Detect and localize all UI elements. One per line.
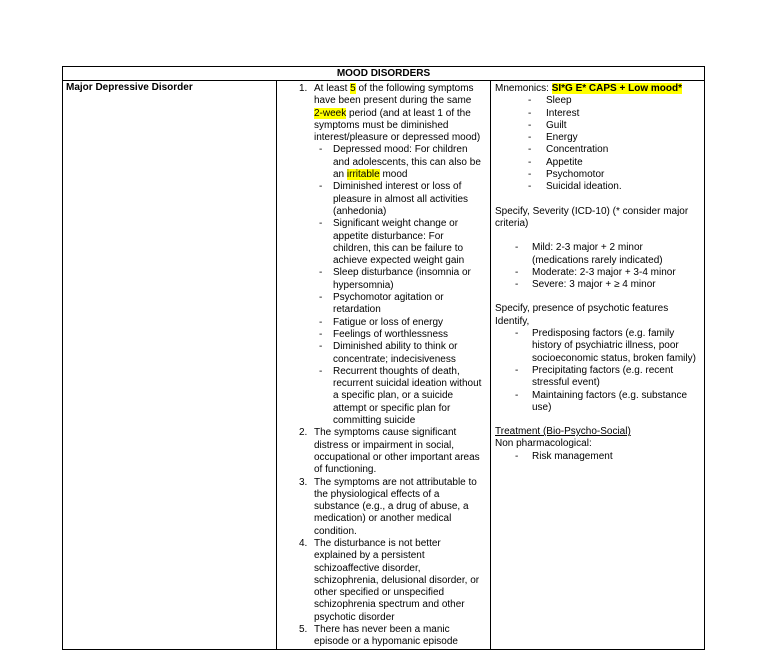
nonpharm-list (495, 451, 700, 463)
mnemonic-item-text: Suicidal ideation. (546, 181, 622, 193)
bullet-dash: - (319, 316, 323, 328)
severity-item (495, 267, 700, 279)
symptom-item (277, 218, 482, 267)
highlight-period: 2-week (314, 107, 347, 119)
symptom-highlight: irritable (346, 169, 380, 181)
bullet-dash: - (515, 364, 519, 376)
criterion-number: 1. (299, 83, 308, 94)
psychotic-heading: Specify, presence of psychotic features (495, 303, 669, 315)
mnemonic-item-text: Appetite (546, 156, 583, 168)
mnemonic-item-text: Guilt (546, 119, 567, 131)
severity-item (495, 242, 700, 267)
nonpharm-label: Non pharmacological: (495, 438, 592, 450)
mnemonic-line (495, 83, 700, 95)
mnemonic-item (495, 132, 700, 144)
bullet-dash: - (528, 144, 532, 156)
symptom-item (277, 292, 482, 317)
bullet-dash: - (515, 279, 519, 291)
symptom-text: Psychomotor agitation or retardation (333, 292, 444, 316)
mnemonic-item-text: Concentration (546, 144, 609, 156)
identify-item-text: Maintaining factors (e.g. substance use) (532, 389, 688, 413)
bullet-dash: - (528, 169, 532, 181)
spacer (495, 291, 700, 303)
highlight-count: 5 (350, 83, 356, 94)
bullet-dash: - (515, 328, 519, 340)
severity-list (495, 242, 700, 291)
mnemonic-item-text: Sleep (546, 95, 572, 107)
severity-item-text: Severe: 3 major + ≥ 4 minor (532, 279, 656, 291)
mnemonic-item (495, 181, 700, 193)
severity-heading: Specify, Severity (ICD-10) (* consider major criteria) (495, 205, 689, 229)
criteria-list (277, 81, 490, 649)
symptom-text: Sleep disturbance (insomnia or hypersomnia) (333, 267, 471, 291)
identify-item (495, 328, 700, 365)
mnemonic-list (495, 95, 700, 193)
criterion-text: The disturbance is not better explained by a persistent schizoaffective disorder, schizophrenia, delusional disorder, or other specified or unspecified schizophrenia spectrum and other psychotic disorder (314, 537, 480, 623)
identify-item (495, 390, 700, 415)
symptom-text: mood (379, 169, 408, 181)
spacer (495, 414, 700, 426)
bullet-dash: - (528, 132, 532, 144)
bullet-dash: - (319, 341, 323, 353)
bullet-dash: - (319, 181, 323, 193)
symptom-item (277, 329, 482, 341)
mnemonic-item (495, 169, 700, 181)
criterion-number: 3. (299, 476, 308, 488)
identify-label: Identify, (495, 315, 530, 327)
disorder-cell (63, 81, 277, 650)
symptom-list (277, 144, 482, 427)
criterion-number: 2. (299, 427, 308, 439)
symptom-text: Diminished interest or loss of pleasure in almost all activities (anhedonia) (333, 181, 469, 217)
criterion-2 (277, 427, 482, 476)
criterion-number: 5. (299, 624, 308, 636)
mnemonic-item (495, 157, 700, 169)
bullet-dash: - (515, 266, 519, 278)
symptom-text: Recurrent thoughts of death, recurrent suicidal ideation without a specific plan, or a suicide attempt or specific plan for committing suicide (333, 365, 482, 427)
mnemonic-item-text: Energy (546, 132, 578, 144)
bullet-dash: - (528, 107, 532, 119)
symptom-item (277, 267, 482, 292)
criterion-4 (277, 538, 482, 624)
mnemonic-item (495, 120, 700, 132)
bullet-dash: - (319, 144, 323, 156)
bullet-dash: - (319, 292, 323, 304)
symptom-item (277, 317, 482, 329)
criterion-text: of the following symptoms have been present during the same (314, 83, 474, 107)
mnemonic-item (495, 95, 700, 107)
symptom-item (277, 181, 482, 218)
nonpharm-item (495, 451, 700, 463)
identify-item-text: Precipitating factors (e.g. recent stressful event) (532, 364, 674, 389)
mnemonic-label: Mnemonics: (495, 83, 552, 94)
symptom-text: Depressed mood: For children and adolescents, this can also be an (333, 144, 481, 181)
mnemonic-item (495, 144, 700, 156)
mnemonic-item-text: Psychomotor (546, 169, 605, 181)
bullet-dash: - (528, 156, 532, 168)
bullet-dash: - (319, 365, 323, 377)
table-row (63, 81, 705, 650)
mnemonic-highlight: SI*G E* CAPS + Low mood* (551, 83, 682, 94)
identify-list (495, 328, 700, 414)
criterion-text: There has never been a manic episode or a hypomanic episode (314, 624, 458, 648)
criterion-1 (277, 83, 482, 144)
bullet-dash: - (515, 242, 519, 254)
bullet-dash: - (319, 328, 323, 340)
criterion-text: At least (314, 83, 351, 94)
spacer (495, 230, 700, 242)
criterion-number: 4. (299, 537, 308, 549)
bullet-dash: - (515, 450, 519, 462)
criterion-5 (277, 624, 482, 649)
spacer (495, 194, 700, 206)
bullet-dash: - (528, 181, 532, 193)
symptom-text: Significant weight change or appetite disturbance: For children, this can be failure to achieve expected weight gain (333, 218, 465, 267)
symptom-text: Feelings of worthlessness (333, 328, 449, 340)
identify-item (495, 365, 700, 390)
symptom-item (277, 144, 482, 181)
severity-item-text: Mild: 2-3 major + 2 minor (medications rarely indicated) (532, 242, 663, 266)
bullet-dash: - (515, 389, 519, 401)
notes-cell (491, 81, 705, 650)
nonpharm-item-text: Risk management (532, 450, 613, 462)
disorder-name: Major Depressive Disorder (66, 82, 193, 93)
bullet-dash: - (528, 95, 532, 107)
criterion-text: The symptoms are not attributable to the physiological effects of a substance (e.g., a drug of abuse, a medication) or another medical condition. (314, 476, 477, 537)
symptom-item (277, 341, 482, 366)
criterion-text: period (and at least 1 of the symptoms must be diminished interest/pleasure or depressed mood) (314, 107, 481, 144)
severity-item (495, 279, 700, 291)
severity-item-text: Moderate: 2-3 major + 3-4 minor (532, 266, 676, 278)
criterion-text: The symptoms cause significant distress or impairment in social, occupational or other important areas of functioning. (314, 427, 480, 476)
criterion-3 (277, 477, 482, 538)
table-title: MOOD DISORDERS (63, 67, 705, 81)
mnemonic-item-text: Interest (546, 107, 580, 119)
bullet-dash: - (528, 119, 532, 131)
table-header-row (63, 67, 705, 81)
disorders-table (62, 66, 705, 650)
identify-item-text: Predisposing factors (e.g. family history of psychiatric illness, poor socioeconomic status, broken family) (532, 328, 696, 364)
treatment-heading: Treatment (Bio-Psycho-Social) (495, 426, 631, 438)
symptom-item (277, 366, 482, 427)
bullet-dash: - (319, 218, 323, 230)
bullet-dash: - (319, 267, 323, 279)
symptom-text: Diminished ability to think or concentrate; indecisiveness (333, 341, 458, 365)
notes-content (491, 81, 704, 463)
mnemonic-item (495, 108, 700, 120)
criteria-cell (277, 81, 491, 650)
symptom-text: Fatigue or loss of energy (333, 316, 444, 328)
